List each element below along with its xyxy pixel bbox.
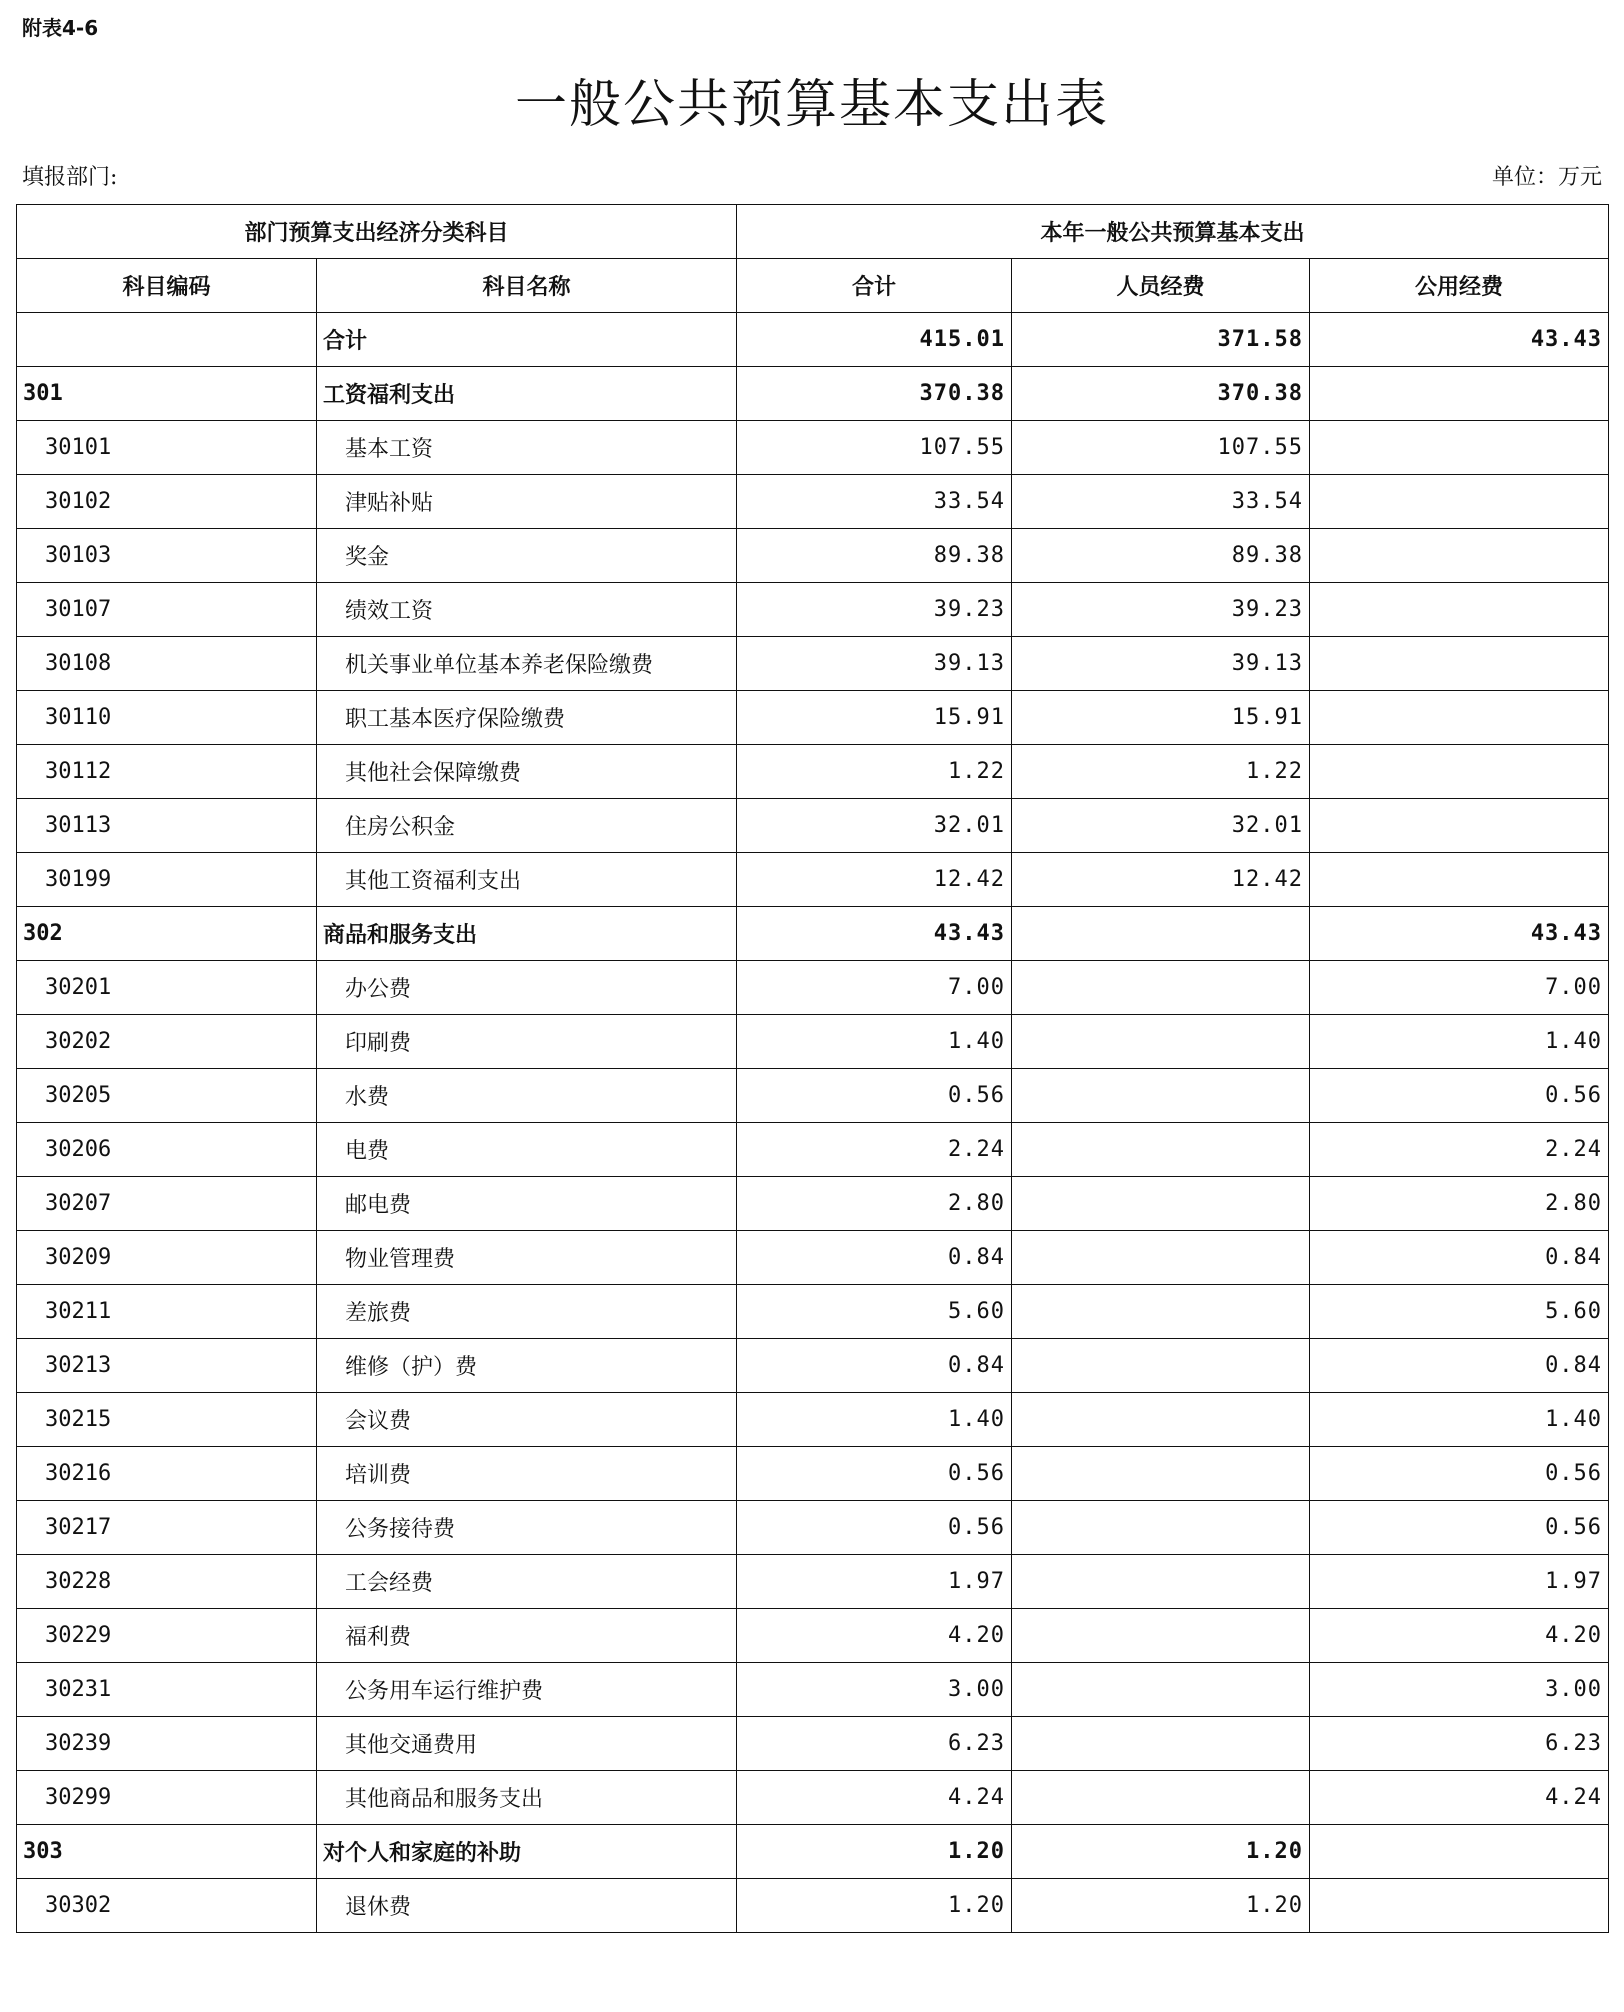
cell-total: 5.60 [737,1285,1012,1339]
cell-code: 301 [17,367,317,421]
table-row [17,1177,1609,1231]
cell-public [1310,853,1609,907]
header-col-code: 科目编码 [17,259,317,313]
cell-public [1310,1879,1609,1933]
cell-personnel [1012,1771,1310,1825]
table-row [17,691,1609,745]
cell-name: 电费 [317,1123,737,1177]
table-row [17,583,1609,637]
cell-total: 1.20 [737,1825,1012,1879]
cell-code: 30215 [17,1393,317,1447]
cell-total: 415.01 [737,313,1012,367]
cell-public: 3.00 [1310,1663,1609,1717]
cell-total: 1.97 [737,1555,1012,1609]
cell-total: 107.55 [737,421,1012,475]
cell-name: 其他商品和服务支出 [317,1771,737,1825]
table-row [17,1285,1609,1339]
cell-code: 30207 [17,1177,317,1231]
table-row [17,421,1609,475]
cell-public: 7.00 [1310,961,1609,1015]
table-row [17,1123,1609,1177]
cell-name: 合计 [317,313,737,367]
cell-public [1310,799,1609,853]
cell-name: 对个人和家庭的补助 [317,1825,737,1879]
cell-personnel: 371.58 [1012,313,1310,367]
header-column-row [17,259,1609,313]
table-row [17,1609,1609,1663]
cell-personnel: 39.13 [1012,637,1310,691]
header-group-left: 部门预算支出经济分类科目 [17,205,737,259]
cell-public [1310,367,1609,421]
cell-personnel [1012,1177,1310,1231]
total-row [17,313,1609,367]
cell-total: 33.54 [737,475,1012,529]
table-row [17,637,1609,691]
cell-public: 1.97 [1310,1555,1609,1609]
cell-total: 1.22 [737,745,1012,799]
cell-code: 30211 [17,1285,317,1339]
cell-code: 30302 [17,1879,317,1933]
cell-code: 30201 [17,961,317,1015]
cell-name: 绩效工资 [317,583,737,637]
cell-personnel [1012,1231,1310,1285]
cell-public: 6.23 [1310,1717,1609,1771]
cell-personnel [1012,1663,1310,1717]
cell-public [1310,421,1609,475]
header-col-name: 科目名称 [317,259,737,313]
cell-total: 89.38 [737,529,1012,583]
cell-personnel [1012,961,1310,1015]
cell-public [1310,745,1609,799]
table-row [17,907,1609,961]
table-row [17,1663,1609,1717]
cell-name: 邮电费 [317,1177,737,1231]
table-row [17,367,1609,421]
cell-personnel: 33.54 [1012,475,1310,529]
cell-name: 奖金 [317,529,737,583]
cell-personnel [1012,1069,1310,1123]
cell-total: 0.56 [737,1069,1012,1123]
cell-personnel [1012,1015,1310,1069]
table-row [17,1879,1609,1933]
cell-public: 0.56 [1310,1501,1609,1555]
cell-name: 其他交通费用 [317,1717,737,1771]
cell-code: 30205 [17,1069,317,1123]
cell-code: 30229 [17,1609,317,1663]
cell-personnel [1012,907,1310,961]
cell-public [1310,637,1609,691]
cell-code: 30217 [17,1501,317,1555]
table-row [17,1339,1609,1393]
cell-total: 39.23 [737,583,1012,637]
cell-personnel [1012,1717,1310,1771]
cell-total: 3.00 [737,1663,1012,1717]
cell-name: 维修（护）费 [317,1339,737,1393]
cell-personnel [1012,1609,1310,1663]
cell-total: 2.80 [737,1177,1012,1231]
cell-code: 30202 [17,1015,317,1069]
cell-total: 39.13 [737,637,1012,691]
header-col-personnel: 人员经费 [1012,259,1310,313]
cell-name: 津贴补贴 [317,475,737,529]
cell-total: 0.84 [737,1231,1012,1285]
cell-name: 印刷费 [317,1015,737,1069]
cell-name: 住房公积金 [317,799,737,853]
header-col-total: 合计 [737,259,1012,313]
cell-personnel: 1.22 [1012,745,1310,799]
table-row [17,745,1609,799]
cell-total: 15.91 [737,691,1012,745]
cell-name: 退休费 [317,1879,737,1933]
cell-code: 303 [17,1825,317,1879]
table-row [17,1501,1609,1555]
cell-public [1310,475,1609,529]
cell-name: 职工基本医疗保险缴费 [317,691,737,745]
cell-name: 差旅费 [317,1285,737,1339]
cell-public [1310,583,1609,637]
cell-personnel: 1.20 [1012,1879,1310,1933]
appendix-label: 附表4-6 [22,16,99,40]
cell-total: 43.43 [737,907,1012,961]
cell-name: 其他社会保障缴费 [317,745,737,799]
cell-name: 福利费 [317,1609,737,1663]
cell-total: 0.56 [737,1447,1012,1501]
table-row [17,1447,1609,1501]
table-row [17,961,1609,1015]
cell-total: 4.24 [737,1771,1012,1825]
cell-personnel [1012,1123,1310,1177]
cell-public [1310,691,1609,745]
table-row [17,1771,1609,1825]
cell-name: 物业管理费 [317,1231,737,1285]
cell-personnel: 12.42 [1012,853,1310,907]
table-row [17,475,1609,529]
table-row [17,1555,1609,1609]
cell-total: 0.84 [737,1339,1012,1393]
cell-public: 1.40 [1310,1015,1609,1069]
cell-total: 1.40 [737,1393,1012,1447]
cell-code: 30216 [17,1447,317,1501]
header-group-row [17,205,1609,259]
cell-name: 其他工资福利支出 [317,853,737,907]
cell-total: 4.20 [737,1609,1012,1663]
fill-dept-label: 填报部门: [22,165,118,190]
cell-name: 工资福利支出 [317,367,737,421]
cell-total: 1.40 [737,1015,1012,1069]
cell-code: 302 [17,907,317,961]
table-row [17,799,1609,853]
cell-public: 43.43 [1310,313,1609,367]
cell-personnel [1012,1393,1310,1447]
table-row [17,853,1609,907]
cell-personnel [1012,1501,1310,1555]
cell-personnel: 32.01 [1012,799,1310,853]
cell-name: 公务接待费 [317,1501,737,1555]
cell-code: 30102 [17,475,317,529]
cell-public [1310,1825,1609,1879]
cell-total: 32.01 [737,799,1012,853]
cell-public: 0.84 [1310,1231,1609,1285]
cell-code: 30107 [17,583,317,637]
cell-total: 2.24 [737,1123,1012,1177]
cell-public [1310,529,1609,583]
cell-code: 30206 [17,1123,317,1177]
table-row [17,529,1609,583]
table-row [17,1717,1609,1771]
cell-code: 30209 [17,1231,317,1285]
table-row [17,1231,1609,1285]
budget-table [16,204,1609,1933]
table-body [17,313,1609,1933]
cell-public: 4.24 [1310,1771,1609,1825]
cell-total: 12.42 [737,853,1012,907]
cell-name: 培训费 [317,1447,737,1501]
cell-name: 公务用车运行维护费 [317,1663,737,1717]
cell-code: 30101 [17,421,317,475]
cell-code: 30239 [17,1717,317,1771]
cell-public: 43.43 [1310,907,1609,961]
cell-name: 工会经费 [317,1555,737,1609]
cell-public: 0.84 [1310,1339,1609,1393]
cell-code: 30299 [17,1771,317,1825]
unit-label: 单位：万元 [1491,165,1602,190]
cell-name: 会议费 [317,1393,737,1447]
cell-code: 30228 [17,1555,317,1609]
cell-personnel: 89.38 [1012,529,1310,583]
cell-name: 基本工资 [317,421,737,475]
cell-code: 30110 [17,691,317,745]
table-row [17,1015,1609,1069]
page-title: 一般公共预算基本支出表 [514,75,1109,135]
cell-code: 30112 [17,745,317,799]
cell-personnel: 39.23 [1012,583,1310,637]
table-row [17,1825,1609,1879]
cell-public: 2.24 [1310,1123,1609,1177]
cell-personnel [1012,1447,1310,1501]
cell-personnel: 370.38 [1012,367,1310,421]
cell-code: 30103 [17,529,317,583]
table-row [17,1393,1609,1447]
cell-public: 4.20 [1310,1609,1609,1663]
cell-total: 6.23 [737,1717,1012,1771]
cell-code [17,313,317,367]
cell-code: 30113 [17,799,317,853]
cell-personnel: 107.55 [1012,421,1310,475]
cell-total: 370.38 [737,367,1012,421]
cell-total: 0.56 [737,1501,1012,1555]
cell-personnel [1012,1339,1310,1393]
cell-code: 30213 [17,1339,317,1393]
cell-public: 2.80 [1310,1177,1609,1231]
cell-name: 水费 [317,1069,737,1123]
table-row [17,1069,1609,1123]
cell-name: 商品和服务支出 [317,907,737,961]
cell-code: 30231 [17,1663,317,1717]
header-col-public: 公用经费 [1310,259,1609,313]
cell-total: 7.00 [737,961,1012,1015]
cell-code: 30199 [17,853,317,907]
cell-public: 0.56 [1310,1447,1609,1501]
table-header [17,205,1609,313]
cell-total: 1.20 [737,1879,1012,1933]
cell-personnel [1012,1555,1310,1609]
cell-code: 30108 [17,637,317,691]
cell-name: 办公费 [317,961,737,1015]
cell-public: 1.40 [1310,1393,1609,1447]
header-group-right: 本年一般公共预算基本支出 [737,205,1609,259]
cell-public: 0.56 [1310,1069,1609,1123]
cell-personnel [1012,1285,1310,1339]
cell-name: 机关事业单位基本养老保险缴费 [317,637,737,691]
cell-personnel: 1.20 [1012,1825,1310,1879]
cell-public: 5.60 [1310,1285,1609,1339]
cell-personnel: 15.91 [1012,691,1310,745]
